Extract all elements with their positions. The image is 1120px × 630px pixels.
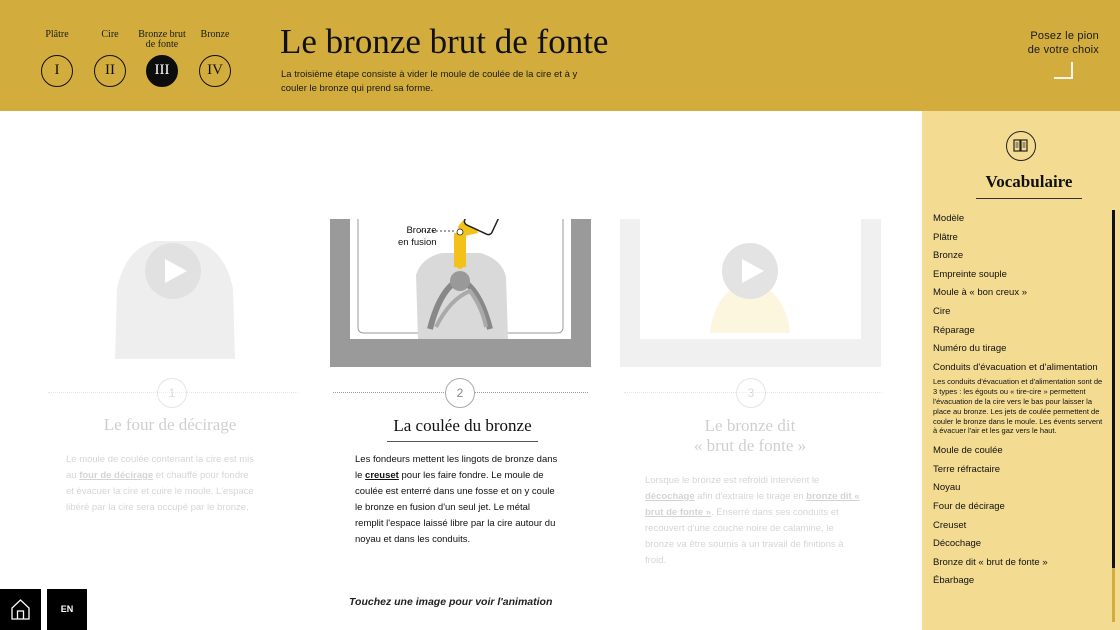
cta-line-1: Posez le pion bbox=[1030, 30, 1099, 42]
card-2-text: Les fondeurs mettent les lingots de bronze dans le creuset pour les faire fondre. Le moule de coulée est enterré dans une fosse et on y coule le bronze en fusion d'un seul jet. Le métal remplit l'espace laissé libre par la cire autour du noyau et dans les conduits. bbox=[355, 454, 558, 545]
cta-line-2: de votre choix bbox=[1027, 44, 1099, 56]
step-button-4[interactable]: IV bbox=[199, 55, 231, 87]
step-label: Plâtre bbox=[45, 29, 69, 40]
book-icon bbox=[1006, 131, 1036, 161]
card-3-title-line-1: Le bronze dit bbox=[704, 416, 796, 435]
vocab-item[interactable]: Bronze bbox=[933, 250, 964, 262]
place-token-hint bbox=[989, 29, 1099, 57]
step-button-1[interactable]: I bbox=[41, 55, 73, 87]
corner-bracket-icon bbox=[1054, 62, 1073, 79]
vocab-item[interactable]: Numéro du tirage bbox=[933, 343, 1007, 355]
card-2-image[interactable] bbox=[330, 219, 591, 367]
card-1-title: Le four de décirage bbox=[103, 415, 237, 434]
link-four-de-decirage[interactable]: four de décirage bbox=[79, 470, 154, 481]
card-2-title: La coulée du bronze bbox=[387, 416, 538, 442]
casting-illustration bbox=[330, 219, 591, 367]
step-label: Bronze brut de fonte bbox=[138, 29, 186, 50]
step-label: Bronze bbox=[200, 29, 230, 40]
card-3-title-line-2: « brut de fonte » bbox=[693, 436, 807, 455]
vocab-item[interactable]: Réparage bbox=[933, 324, 975, 336]
vocab-item[interactable]: Noyau bbox=[933, 482, 961, 494]
step-number-2: 2 bbox=[445, 378, 475, 408]
step-label: Cire bbox=[101, 29, 119, 40]
vocab-definition: Les conduits d'évacuation et d'alimentation sont de 3 types : les égouts ou « tire-cire » permettent l'évacuation de la cire vers le bas pour laisser la place au bronze. Les jets de coulée permettent de couler le bronze dans le moule. Les évents servent à évacuer l'air et les gaz vers le haut. bbox=[933, 377, 1103, 436]
pit-illustration bbox=[620, 219, 881, 367]
header bbox=[0, 0, 1120, 111]
statue-illustration bbox=[45, 219, 306, 367]
step-button-3[interactable]: III bbox=[146, 55, 178, 87]
language-button[interactable]: EN bbox=[47, 589, 87, 630]
vocab-item[interactable]: Modèle bbox=[933, 213, 965, 224]
card-3-title bbox=[670, 416, 830, 456]
scrollbar-thumb[interactable] bbox=[1112, 568, 1115, 622]
step-bronze-brut[interactable] bbox=[136, 30, 188, 87]
card-1-image[interactable] bbox=[45, 219, 306, 367]
home-button[interactable] bbox=[0, 589, 41, 630]
card-1-text: Le moule de coulée contenant la cire est mis au four de décirage et chauffé pour fondre et évacuer la cire et cuire le moule. L'espace libéré par la cire sera occupé par le bronze. bbox=[66, 454, 254, 513]
step-button-2[interactable]: II bbox=[94, 55, 126, 87]
step-bronze[interactable] bbox=[189, 30, 241, 87]
illustration-label-2: en fusion bbox=[398, 237, 437, 248]
vocab-item[interactable]: Cire bbox=[933, 305, 951, 317]
step-number-row bbox=[0, 378, 922, 408]
card-3-image[interactable] bbox=[620, 219, 881, 367]
illustration-label bbox=[398, 225, 437, 249]
vocab-item[interactable]: Décochage bbox=[933, 538, 982, 550]
page-description: La troisième étape consiste à vider le moule de coulée de la cire et à y couler le bronze qui prend sa forme. bbox=[281, 69, 578, 94]
step-cire[interactable] bbox=[84, 30, 136, 87]
step-number-1: 1 bbox=[157, 378, 187, 408]
vocab-item[interactable]: Bronze dit « brut de fonte » bbox=[933, 556, 1048, 568]
vocab-item[interactable]: Four de décirage bbox=[933, 500, 1005, 512]
vocabulary-sidebar bbox=[922, 111, 1120, 630]
link-bronze-brut-de-fonte[interactable]: bronze dit « brut de fonte » bbox=[645, 491, 860, 518]
vocab-item[interactable]: Moule à « bon creux » bbox=[933, 287, 1028, 299]
step-number-3: 3 bbox=[736, 378, 766, 408]
vocab-item[interactable]: Moule de coulée bbox=[933, 445, 1003, 457]
vocabulary-list bbox=[933, 212, 1108, 593]
home-icon bbox=[0, 589, 41, 630]
vocab-item[interactable]: Empreinte souple bbox=[933, 268, 1007, 280]
animation-hint: Touchez une image pour voir l'animation bbox=[349, 596, 553, 608]
vocab-item[interactable]: Ébarbage bbox=[933, 575, 975, 587]
page-title: Le bronze brut de fonte bbox=[280, 22, 609, 61]
vocabulary-title: Vocabulaire bbox=[976, 172, 1082, 199]
vocab-item[interactable]: Plâtre bbox=[933, 231, 958, 243]
main-content bbox=[0, 111, 922, 630]
illustration-label-1: Bronze bbox=[406, 225, 437, 236]
vocab-item[interactable]: Terre réfractaire bbox=[933, 463, 1001, 475]
scrollbar[interactable] bbox=[1112, 210, 1115, 622]
vocab-item-expanded[interactable]: Conduits d'évacuation et d'alimentation bbox=[933, 361, 1098, 373]
link-creuset[interactable]: creuset bbox=[365, 470, 399, 481]
card-3-text: Lorsque le bronze est refroidi intervient le décochage afin d'extraire le tirage en bronze dit « brut de fonte ». Enserré dans ses conduits et recouvert d'une couche noire de calamine, le bronze va être soumis à un travail de finitions à froid. bbox=[645, 475, 860, 566]
link-decochage[interactable]: décochage bbox=[645, 491, 695, 502]
vocab-item[interactable]: Creuset bbox=[933, 519, 967, 531]
step-platre[interactable] bbox=[31, 30, 83, 87]
